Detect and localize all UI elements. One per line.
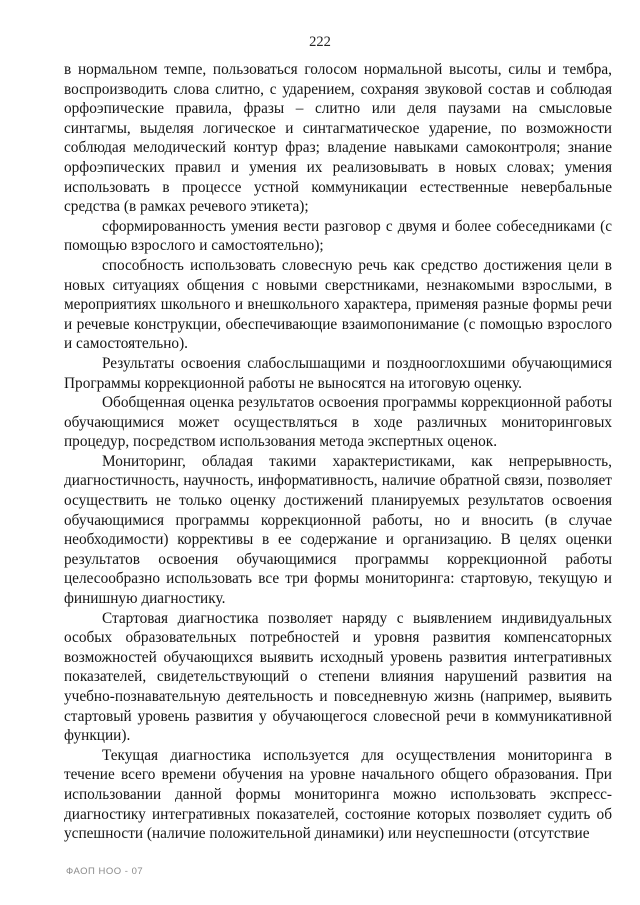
paragraph-8: Текущая диагностика используется для осуществления мониторинга в течение всего времени обучения на уровне начального общего образования. При использовании данной формы мониторинга можно использовать экспресс-диагностику интегративных показателей, состояние которых позволяет судить об успешности (наличие положительной динамики) или неуспешности (отсутствие <box>64 746 612 843</box>
paragraph-7: Стартовая диагностика позволяет наряду с выявлением индивидуальных особых образовательных потребностей и уровня развития компенсаторных возможностей обучающихся выявить исходный уровень развития интегративных показателей, свидетельствующий о степени влияния нарушений развития на учебно-познавательную деятельность и повседневную жизнь (например, выявить стартовый уровень развития у обучающегося словесной речи в коммуникативной функции). <box>64 609 612 745</box>
paragraph-6: Мониторинг, обладая такими характеристиками, как непрерывность, диагностичность, научность, информативность, наличие обратной связи, позволяет осуществить не только оценку достижений планируемых результатов освоения обучающимися программы коррекционной работы, но и вносить (в случае необходимости) коррективы в ее содержание и организацию. В целях оценки результатов освоения обучающимися программы коррекционной работы целесообразно использовать все три формы мониторинга: стартовую, текущую и финишную диагностику. <box>64 452 612 608</box>
paragraph-2: сформированность умения вести разговор с двумя и более собеседниками (с помощью взрослого и самостоятельно); <box>64 217 612 255</box>
paragraph-1: в нормальном темпе, пользоваться голосом нормальной высоты, силы и тембра, воспроизводить слова слитно, с ударением, сохраняя звуковой состав и соблюдая орфоэпические правила, фразы – слитно или деля паузами на смысловые синтагмы, выделяя логическое и синтагматическое ударение, по возможности соблюдая мелодический контур фраз; владение навыками самоконтроля; знание орфоэпических правил и умения их реализовывать в новых словах; умения использовать в процессе устной коммуникации естественные невербальные средства (в рамках речевого этикета); <box>64 61 612 216</box>
body-text <box>64 60 612 844</box>
paragraph-3: способность использовать словесную речь как средство достижения цели в новых ситуациях общения с новыми сверстниками, незнакомыми взрослыми, в мероприятиях школьного и внешкольного характера, применяя разные формы речи и речевые конструкции, обеспечивающие взаимопонимание (с помощью взрослого и самостоятельно). <box>64 256 612 353</box>
footer-code: ФАОП НОО - 07 <box>66 866 144 877</box>
page-number: 222 <box>309 34 331 50</box>
paragraph-5: Обобщенная оценка результатов освоения программы коррекционной работы обучающимися может осуществляться в ходе различных мониторинговых процедур, посредством использования метода экспертных оценок. <box>64 394 612 451</box>
paragraph-4: Результаты освоения слабослышащими и позднооглохшими обучающимися Программы коррекционной работы не выносятся на итоговую оценку. <box>64 354 612 392</box>
